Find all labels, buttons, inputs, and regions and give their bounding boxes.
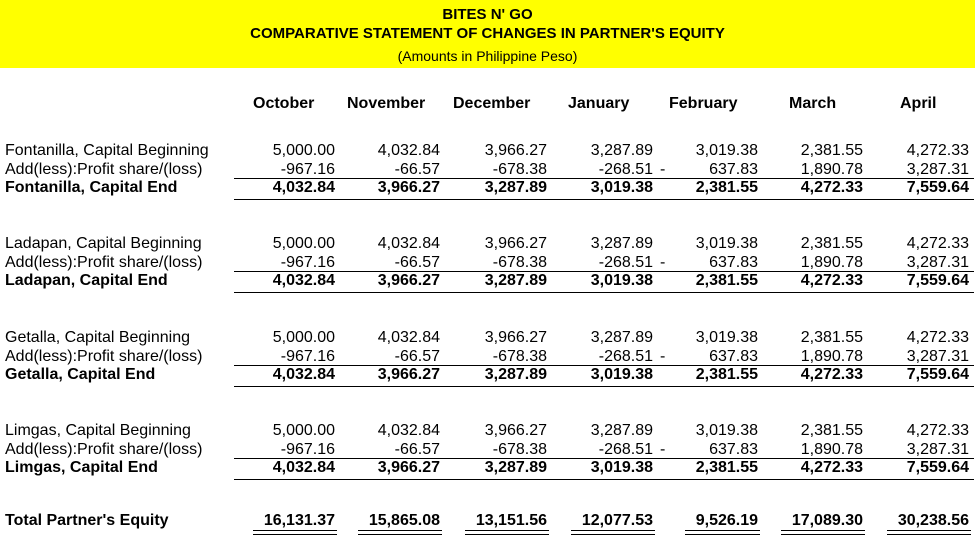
total-double-underline — [571, 530, 655, 535]
capital-end-value: 4,032.84 — [272, 272, 335, 289]
capital-beginning-value: 3,287.89 — [590, 329, 653, 346]
profit-share-label: Add(less):Profit share/(loss) — [5, 441, 203, 458]
profit-share-value: 3,287.31 — [906, 161, 969, 178]
capital-end-value: 3,287.89 — [484, 272, 547, 289]
capital-beginning-value: 4,032.84 — [377, 235, 440, 252]
profit-share-value: -268.51 — [598, 161, 653, 178]
profit-share-value: 3,287.31 — [906, 441, 969, 458]
end-rule — [234, 386, 974, 387]
profit-share-value: 3,287.31 — [906, 348, 969, 365]
column-header-november: November — [347, 95, 426, 112]
capital-beginning-label: Ladapan, Capital Beginning — [5, 235, 202, 252]
profit-share-value: -678.38 — [492, 161, 547, 178]
capital-end-value: 4,272.33 — [800, 272, 863, 289]
capital-beginning-value: 3,019.38 — [695, 235, 758, 252]
capital-end-value: 7,559.64 — [906, 459, 969, 476]
profit-share-value: -268.51 — [598, 254, 653, 271]
column-header-october: October — [253, 95, 315, 112]
company-name: BITES N' GO — [442, 6, 533, 23]
capital-beginning-value: 2,381.55 — [800, 329, 863, 346]
profit-share-value: 1,890.78 — [800, 348, 863, 365]
capital-end-value: 3,019.38 — [590, 459, 653, 476]
profit-share-value: -678.38 — [492, 254, 547, 271]
subtotal-rule — [234, 365, 974, 366]
capital-beginning-value: 3,966.27 — [484, 235, 547, 252]
profit-share-value: 637.83 — [709, 348, 758, 365]
profit-share-label: Add(less):Profit share/(loss) — [5, 254, 203, 271]
capital-end-value: 3,287.89 — [484, 459, 547, 476]
capital-end-value: 3,966.27 — [377, 179, 440, 196]
capital-beginning-label: Fontanilla, Capital Beginning — [5, 142, 209, 159]
end-rule — [234, 292, 974, 293]
capital-end-value: 2,381.55 — [695, 366, 758, 383]
capital-end-value: 3,287.89 — [484, 366, 547, 383]
total-equity-value: 30,238.56 — [897, 512, 969, 529]
end-rule — [234, 479, 974, 480]
total-equity-value: 15,865.08 — [368, 512, 440, 529]
profit-share-value: -268.51 — [598, 441, 653, 458]
capital-beginning-value: 4,032.84 — [377, 142, 440, 159]
capital-beginning-value: 3,966.27 — [484, 329, 547, 346]
capital-beginning-value: 2,381.55 — [800, 142, 863, 159]
capital-end-value: 3,287.89 — [484, 179, 547, 196]
capital-beginning-value: 3,019.38 — [695, 422, 758, 439]
capital-beginning-value: 4,272.33 — [906, 235, 969, 252]
capital-end-value: 4,272.33 — [800, 459, 863, 476]
capital-beginning-label: Getalla, Capital Beginning — [5, 329, 191, 346]
statement-title: COMPARATIVE STATEMENT OF CHANGES IN PARTNER'S EQUITY — [250, 25, 725, 42]
dash-mark: - — [660, 254, 666, 271]
capital-end-value: 3,966.27 — [377, 459, 440, 476]
profit-share-value: 1,890.78 — [800, 161, 863, 178]
capital-end-value: 7,559.64 — [906, 272, 969, 289]
total-equity-value: 17,089.30 — [791, 512, 863, 529]
column-header-march: March — [789, 95, 837, 112]
capital-beginning-value: 5,000.00 — [272, 329, 335, 346]
capital-beginning-value: 5,000.00 — [272, 142, 335, 159]
capital-beginning-value: 4,032.84 — [377, 329, 440, 346]
capital-beginning-value: 5,000.00 — [272, 235, 335, 252]
capital-beginning-label: Limgas, Capital Beginning — [5, 422, 191, 439]
total-double-underline — [253, 530, 337, 535]
capital-beginning-value: 3,287.89 — [590, 235, 653, 252]
total-equity-value: 16,131.37 — [263, 512, 335, 529]
total-double-underline — [685, 530, 760, 535]
column-header-january: January — [568, 95, 630, 112]
dash-mark: - — [660, 348, 666, 365]
column-header-february: February — [669, 95, 738, 112]
profit-share-value: -66.57 — [394, 161, 440, 178]
total-double-underline — [465, 530, 549, 535]
capital-beginning-value: 2,381.55 — [800, 422, 863, 439]
capital-end-label: Fontanilla, Capital End — [5, 179, 178, 196]
capital-beginning-value: 4,272.33 — [906, 142, 969, 159]
total-equity-value: 9,526.19 — [695, 512, 758, 529]
total-double-underline — [781, 530, 865, 535]
capital-end-value: 2,381.55 — [695, 459, 758, 476]
column-header-december: December — [453, 95, 531, 112]
profit-share-value: 637.83 — [709, 254, 758, 271]
subtotal-rule — [234, 178, 974, 179]
total-equity-value: 13,151.56 — [475, 512, 547, 529]
capital-beginning-value: 5,000.00 — [272, 422, 335, 439]
column-header-april: April — [900, 95, 937, 112]
profit-share-value: -967.16 — [280, 161, 335, 178]
capital-end-value: 4,272.33 — [800, 179, 863, 196]
profit-share-value: 637.83 — [709, 161, 758, 178]
capital-beginning-value: 3,966.27 — [484, 142, 547, 159]
capital-end-value: 4,032.84 — [272, 179, 335, 196]
capital-end-value: 4,272.33 — [800, 366, 863, 383]
capital-end-value: 7,559.64 — [906, 366, 969, 383]
capital-end-value: 3,019.38 — [590, 179, 653, 196]
profit-share-value: -967.16 — [280, 254, 335, 271]
statement-subtitle: (Amounts in Philippine Peso) — [397, 48, 578, 64]
profit-share-value: 3,287.31 — [906, 254, 969, 271]
title-banner — [0, 0, 975, 68]
capital-beginning-value: 4,272.33 — [906, 422, 969, 439]
profit-share-value: -268.51 — [598, 348, 653, 365]
total-double-underline — [887, 530, 971, 535]
capital-end-label: Limgas, Capital End — [5, 459, 158, 476]
capital-beginning-value: 3,019.38 — [695, 142, 758, 159]
total-equity-label: Total Partner's Equity — [5, 512, 169, 529]
capital-end-value: 7,559.64 — [906, 179, 969, 196]
total-equity-value: 12,077.53 — [581, 512, 653, 529]
profit-share-value: 637.83 — [709, 441, 758, 458]
subtotal-rule — [234, 458, 974, 459]
capital-end-value: 4,032.84 — [272, 459, 335, 476]
total-double-underline — [358, 530, 442, 535]
profit-share-value: -66.57 — [394, 254, 440, 271]
capital-end-value: 3,966.27 — [377, 272, 440, 289]
profit-share-label: Add(less):Profit share/(loss) — [5, 348, 203, 365]
capital-beginning-value: 2,381.55 — [800, 235, 863, 252]
profit-share-value: -678.38 — [492, 348, 547, 365]
capital-beginning-value: 3,287.89 — [590, 142, 653, 159]
dash-mark: - — [660, 161, 666, 178]
capital-end-value: 2,381.55 — [695, 272, 758, 289]
capital-end-label: Ladapan, Capital End — [5, 272, 168, 289]
profit-share-value: -678.38 — [492, 441, 547, 458]
profit-share-value: -967.16 — [280, 441, 335, 458]
dash-mark: - — [660, 441, 666, 458]
profit-share-value: 1,890.78 — [800, 441, 863, 458]
profit-share-value: -66.57 — [394, 348, 440, 365]
profit-share-label: Add(less):Profit share/(loss) — [5, 161, 203, 178]
end-rule — [234, 199, 974, 200]
capital-beginning-value: 3,966.27 — [484, 422, 547, 439]
profit-share-value: -66.57 — [394, 441, 440, 458]
capital-end-value: 3,019.38 — [590, 366, 653, 383]
capital-end-value: 4,032.84 — [272, 366, 335, 383]
capital-beginning-value: 3,019.38 — [695, 329, 758, 346]
capital-beginning-value: 3,287.89 — [590, 422, 653, 439]
capital-beginning-value: 4,272.33 — [906, 329, 969, 346]
capital-end-label: Getalla, Capital End — [5, 366, 156, 383]
capital-end-value: 3,966.27 — [377, 366, 440, 383]
capital-end-value: 3,019.38 — [590, 272, 653, 289]
capital-end-value: 2,381.55 — [695, 179, 758, 196]
subtotal-rule — [234, 271, 974, 272]
profit-share-value: 1,890.78 — [800, 254, 863, 271]
capital-beginning-value: 4,032.84 — [377, 422, 440, 439]
profit-share-value: -967.16 — [280, 348, 335, 365]
